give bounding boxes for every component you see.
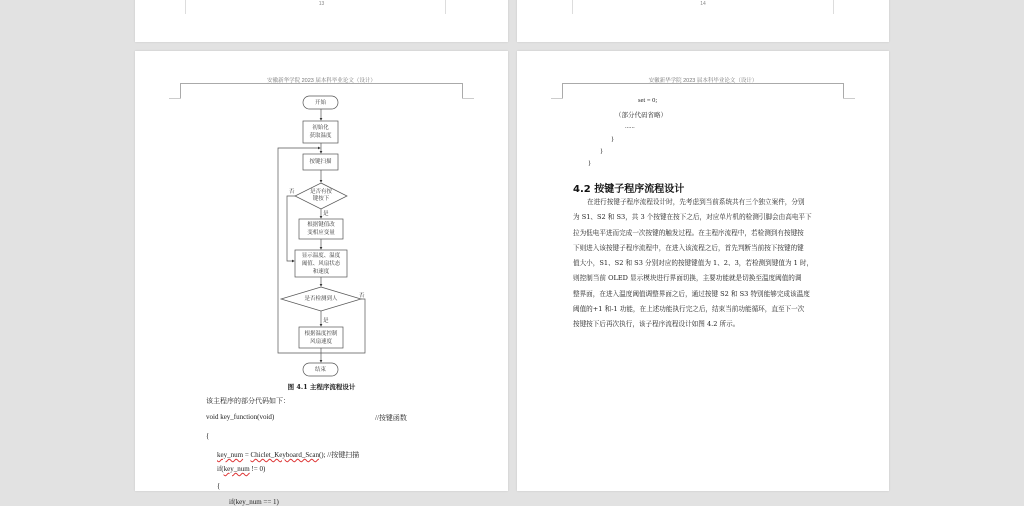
paragraph-line: 在进行按键子程序流程设计时，先考虑到当前系统共有三个独立案件，分别: [587, 198, 805, 206]
paragraph-line: 拉为低电平进而完成一次按键的触发过程。在主程序流程中，若检测到有按键按: [573, 228, 804, 237]
code-line: }: [611, 136, 615, 143]
flow-key-decision: [301, 188, 341, 204]
node-text: 初始化: [312, 125, 329, 131]
paragraph-line: 阈值的+1 和-1 功能，在上述功能执行完之后，结束当前功能循环，直至下一次: [573, 305, 805, 314]
paragraph-line: 下则进入该按键子程序流程中，在进入该流程之后，首先判断当前按下按键的键: [573, 243, 804, 252]
header-rule: [562, 83, 844, 98]
no-label: 否: [289, 189, 295, 195]
node-text: 显示温度、温度: [301, 252, 341, 259]
page-header: 安徽新华学院 2023 届本科毕业论文（设计）: [648, 78, 758, 84]
code-line: if(key_num == 1): [229, 498, 279, 506]
paragraph-line: 整界面，在进入温度阈值调整界面之后，通过按键 S2 和 S3 特别能够完成该温度: [573, 289, 810, 298]
node-text: 阈值、风扇状态: [301, 260, 341, 267]
paragraph-line: 值大小，S1、S2 和 S3 分别对应的按键键值为 1、2、3，若检测到键值为 1 时，: [573, 259, 814, 268]
code-line: set = 0;: [638, 97, 658, 104]
node-text: 风扇速度: [309, 338, 332, 345]
flow-display-node: [295, 250, 347, 277]
page-number: 14: [700, 1, 706, 7]
code-token: =: [243, 451, 251, 459]
code-token: != 0): [249, 465, 266, 473]
node-text: 根据键值改: [307, 222, 335, 228]
flow-end-node: 结束: [314, 366, 326, 373]
code-line: void key_function(void): [206, 413, 275, 421]
paragraph-line: 则控制当前 OLED 显示模块进行界面切换，主要功能就是切换至温度阈值的调: [573, 274, 802, 283]
no-label: 否: [359, 293, 365, 299]
flow-person-decision: 是否检测到人: [304, 296, 338, 302]
section-title: 4.2 按键子程序流程设计: [573, 184, 685, 195]
yes-label: 是: [323, 318, 329, 324]
yes-label: 是: [323, 211, 329, 217]
code-intro: 该主程序的部分代码如下：: [206, 397, 290, 405]
page-number: 13: [318, 1, 325, 7]
page-15: [135, 51, 508, 506]
code-line: }: [588, 160, 592, 167]
node-text: 根据温度控制: [304, 330, 338, 337]
code-line: {: [206, 432, 210, 440]
node-text: 获取温度: [309, 133, 332, 139]
code-token: key_num: [217, 451, 244, 459]
flow-control-fan-node: [299, 327, 343, 348]
flow-scan-node: 按键扫描: [309, 159, 332, 165]
code-line: ......: [625, 123, 635, 130]
page-14: [517, 0, 889, 42]
main-flowchart: [135, 51, 508, 391]
page-13: [135, 0, 508, 42]
flow-init-node: [303, 121, 338, 143]
code-token: Chiclet_Keyboard_Scan: [250, 451, 319, 459]
code-line: [217, 450, 359, 460]
flow-start-node: 开始: [314, 99, 326, 106]
node-text: 变相应变量: [307, 230, 335, 236]
page-header: 安徽新华学院 2023 届本科毕业论文（设计）: [267, 78, 376, 84]
paragraph-line: 按键按下后再次执行，该子程序流程设计如图 4.2 所示。: [573, 320, 740, 329]
code-token: key_num: [223, 465, 250, 473]
page-16: [517, 51, 889, 491]
code-line: }: [600, 148, 604, 155]
section-paragraph: [573, 195, 841, 333]
node-text: 键按下: [312, 196, 330, 202]
figure-caption: 图 4.1 主程序流程设计: [287, 383, 356, 391]
flow-change-var-node: [299, 219, 343, 239]
paragraph-line: 为 S1、S2 和 S3，共 3 个按键在按下之后，对应单片机的检测引脚会由高电平下: [573, 213, 812, 222]
node-text: 和速度: [312, 268, 330, 275]
code-line: [217, 465, 265, 473]
code-token: if(: [217, 465, 224, 473]
node-text: 是否有按: [309, 189, 332, 195]
code-token: (); //按键扫描: [318, 451, 360, 459]
code-comment: //按键函数: [375, 414, 407, 422]
code-line: （部分代码省略）: [615, 112, 667, 119]
code-line: {: [217, 482, 221, 490]
